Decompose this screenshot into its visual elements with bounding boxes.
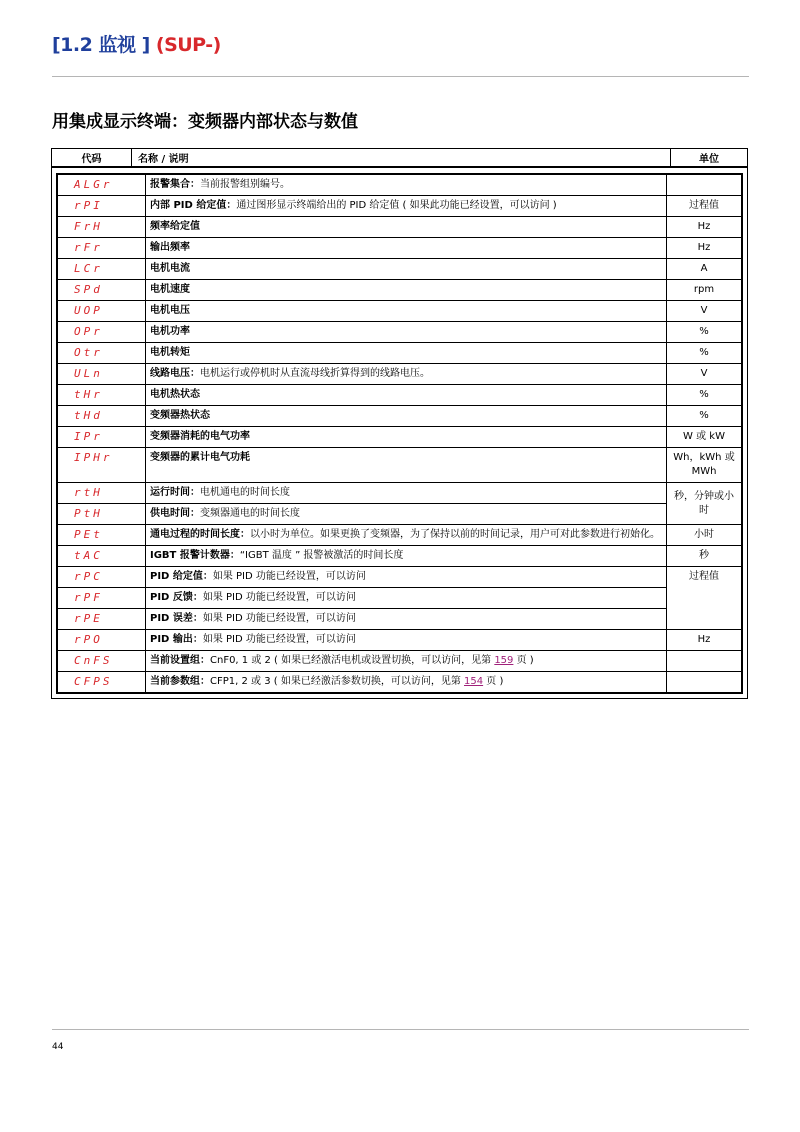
row-code: PEt bbox=[58, 525, 146, 546]
row-code: Otr bbox=[58, 343, 146, 364]
header-section-number: [1.2 监视 ] bbox=[52, 34, 150, 56]
row-unit: % bbox=[667, 385, 742, 406]
table-row bbox=[58, 259, 741, 280]
page-header-title bbox=[52, 30, 221, 57]
row-code: tHd bbox=[58, 406, 146, 427]
row-unit: 小时 bbox=[667, 525, 742, 546]
row-unit bbox=[667, 651, 742, 672]
row-unit: Wh，kWh 或 MWh bbox=[667, 448, 742, 483]
row-code: FrH bbox=[58, 217, 146, 238]
table-row bbox=[58, 406, 741, 427]
table-row bbox=[58, 196, 741, 217]
table-row bbox=[58, 301, 741, 322]
row-code: rtH bbox=[58, 483, 146, 504]
row-unit: 过程值 bbox=[667, 196, 742, 217]
row-description: 变频器热状态 bbox=[146, 406, 667, 427]
section-heading: 用集成显示终端：变频器内部状态与数值 bbox=[52, 112, 358, 132]
row-description: 当前参数组：CFP1, 2 或 3 ( 如果已经激活参数切换，可以访问，见第 154 页 ) bbox=[146, 672, 667, 693]
row-description: 当前设置组：CnF0, 1 或 2 ( 如果已经激活电机或设置切换，可以访问，见第 159 页 ) bbox=[146, 651, 667, 672]
row-unit: V bbox=[667, 364, 742, 385]
table-row bbox=[58, 385, 741, 406]
row-code: ALGr bbox=[58, 175, 146, 196]
row-description: 运行时间：电机通电的时间长度 bbox=[146, 483, 667, 504]
parameter-table bbox=[51, 148, 748, 699]
row-code: rPO bbox=[58, 630, 146, 651]
table-row bbox=[58, 630, 741, 651]
row-code: rPI bbox=[58, 196, 146, 217]
row-unit bbox=[667, 175, 742, 196]
row-description: 通电过程的时间长度：以小时为单位。如果更换了变频器，为了保持以前的时间记录，用户可对此参数进行初始化。 bbox=[146, 525, 667, 546]
table-row bbox=[58, 504, 741, 525]
header-divider bbox=[52, 76, 749, 77]
row-code: rFr bbox=[58, 238, 146, 259]
row-description: PID 误差：如果 PID 功能已经设置，可以访问 bbox=[146, 609, 667, 630]
row-code: OPr bbox=[58, 322, 146, 343]
table-row bbox=[58, 217, 741, 238]
row-code: rPE bbox=[58, 609, 146, 630]
row-description: 线路电压：电机运行或停机时从直流母线折算得到的线路电压。 bbox=[146, 364, 667, 385]
row-unit: % bbox=[667, 406, 742, 427]
row-description: 内部 PID 给定值：通过图形显示终端给出的 PID 给定值 ( 如果此功能已经设置，可以访问 ) bbox=[146, 196, 667, 217]
row-code: IPr bbox=[58, 427, 146, 448]
table-row bbox=[58, 238, 741, 259]
row-description: PID 反馈：如果 PID 功能已经设置，可以访问 bbox=[146, 588, 667, 609]
table-row bbox=[58, 525, 741, 546]
table-row bbox=[58, 651, 741, 672]
row-code: PtH bbox=[58, 504, 146, 525]
table-header-row bbox=[52, 149, 747, 168]
header-code: 代码 bbox=[52, 149, 132, 166]
table-row bbox=[58, 322, 741, 343]
table-row bbox=[58, 280, 741, 301]
row-code: tHr bbox=[58, 385, 146, 406]
row-code: CFPS bbox=[58, 672, 146, 693]
row-description: 变频器的累计电气功耗 bbox=[146, 448, 667, 483]
table-body bbox=[56, 173, 743, 694]
header-name: 名称 / 说明 bbox=[132, 149, 671, 166]
row-unit: % bbox=[667, 343, 742, 364]
row-unit: % bbox=[667, 322, 742, 343]
row-unit bbox=[667, 672, 742, 693]
table-row bbox=[58, 609, 741, 630]
row-description: 电机电流 bbox=[146, 259, 667, 280]
table-row bbox=[58, 672, 741, 693]
row-description: 频率给定值 bbox=[146, 217, 667, 238]
row-unit: rpm bbox=[667, 280, 742, 301]
page-link-154[interactable]: 154 bbox=[464, 676, 484, 687]
row-description: 电机速度 bbox=[146, 280, 667, 301]
table-row bbox=[58, 483, 741, 504]
table-row bbox=[58, 427, 741, 448]
row-code: CnFS bbox=[58, 651, 146, 672]
row-unit: Hz bbox=[667, 238, 742, 259]
row-code: UOP bbox=[58, 301, 146, 322]
row-description: 电机转矩 bbox=[146, 343, 667, 364]
row-code: ULn bbox=[58, 364, 146, 385]
header-section-code: (SUP-) bbox=[155, 34, 221, 56]
table-row bbox=[58, 364, 741, 385]
table-row bbox=[58, 567, 741, 588]
table-row bbox=[58, 343, 741, 364]
row-code: LCr bbox=[58, 259, 146, 280]
row-unit: V bbox=[667, 301, 742, 322]
row-code: SPd bbox=[58, 280, 146, 301]
row-description: PID 输出：如果 PID 功能已经设置，可以访问 bbox=[146, 630, 667, 651]
footer-divider bbox=[52, 1029, 749, 1030]
table-row bbox=[58, 588, 741, 609]
header-unit: 单位 bbox=[699, 154, 719, 165]
row-description: PID 给定值：如果 PID 功能已经设置，可以访问 bbox=[146, 567, 667, 588]
row-description: IGBT 报警计数器：“IGBT 温度 ” 报警被激活的时间长度 bbox=[146, 546, 667, 567]
row-description: 供电时间：变频器通电的时间长度 bbox=[146, 504, 667, 525]
row-unit: A bbox=[667, 259, 742, 280]
row-code: IPHr bbox=[58, 448, 146, 483]
row-description: 电机热状态 bbox=[146, 385, 667, 406]
row-description: 电机电压 bbox=[146, 301, 667, 322]
row-description: 变频器消耗的电气功率 bbox=[146, 427, 667, 448]
row-code: rPF bbox=[58, 588, 146, 609]
row-unit: W 或 kW bbox=[667, 427, 742, 448]
row-unit: Hz bbox=[667, 630, 742, 651]
table-row bbox=[58, 175, 741, 196]
table-row bbox=[58, 448, 741, 483]
row-description: 输出频率 bbox=[146, 238, 667, 259]
row-code: rPC bbox=[58, 567, 146, 588]
row-unit: 秒 bbox=[667, 546, 742, 567]
table-row bbox=[58, 546, 741, 567]
row-unit: Hz bbox=[667, 217, 742, 238]
row-description: 报警集合：当前报警组别编号。 bbox=[146, 175, 667, 196]
row-unit: 秒，分钟或小时 bbox=[667, 483, 742, 525]
row-description: 电机功率 bbox=[146, 322, 667, 343]
row-unit: 过程值 bbox=[667, 567, 742, 630]
page-link-159[interactable]: 159 bbox=[494, 655, 514, 666]
row-code: tAC bbox=[58, 546, 146, 567]
page-number: 44 bbox=[52, 1042, 64, 1052]
